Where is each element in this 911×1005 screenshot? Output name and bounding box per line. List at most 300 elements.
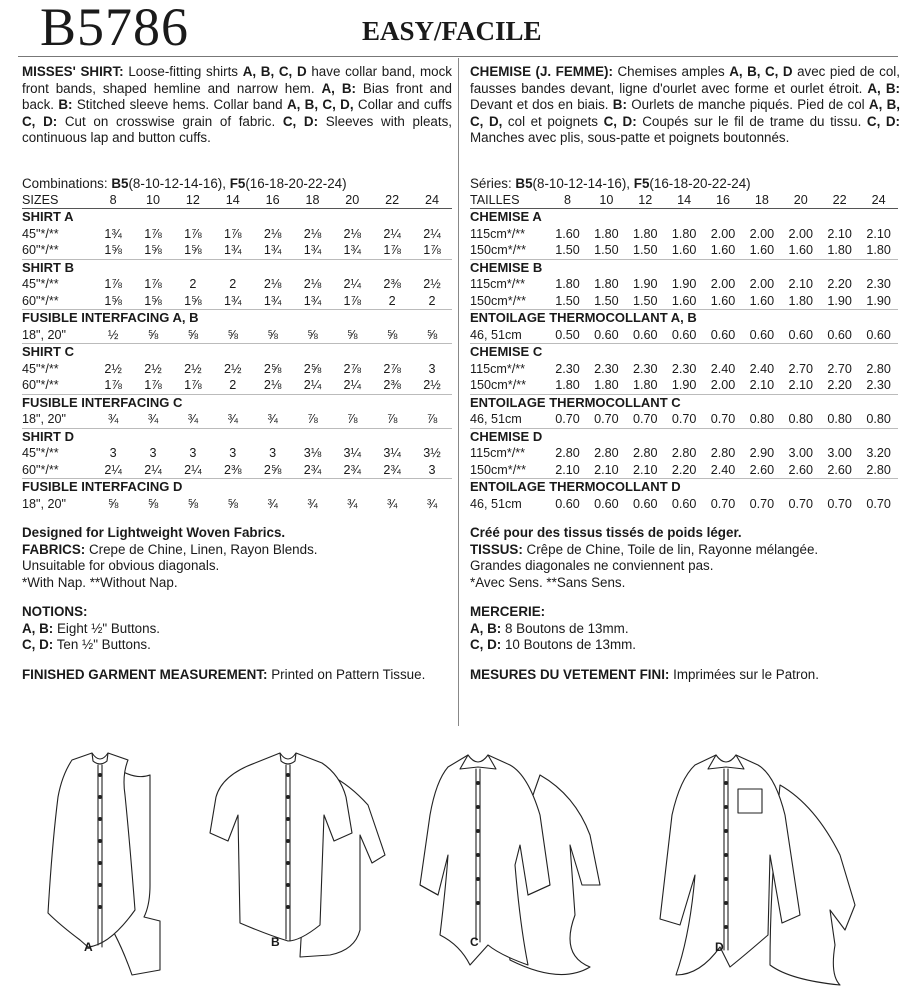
yardage-cell: 2.10 [866, 226, 891, 241]
text-run: Cut on crosswise grain of fabric. [57, 113, 283, 129]
group-title: FUSIBLE INTERFACING C [22, 394, 452, 411]
yardage-cell: 2.20 [827, 277, 852, 291]
group-header-row [470, 209, 898, 226]
yardage-row [470, 242, 898, 259]
yardage-cell: 2 [229, 277, 237, 291]
yardage-cell: 1.50 [632, 243, 658, 257]
yardage-cell: 1¾ [104, 226, 122, 241]
yardage-row [22, 377, 452, 394]
yardage-cell: 3 [109, 446, 117, 460]
fabric-width: 60"*/** [22, 293, 59, 308]
yardage-cell: 2½ [423, 277, 441, 291]
yardage-cell: 0.70 [671, 412, 697, 426]
yardage-cell: 2½ [223, 361, 242, 376]
yardage-cell: ⅝ [147, 327, 159, 342]
unsuitable-note: Grandes diagonales ne conviennent pas. [470, 558, 714, 573]
yardage-cell: 1.60 [710, 293, 736, 308]
yardage-cell: 2.10 [827, 226, 852, 241]
yardage-cell: ⅞ [426, 412, 438, 426]
description [470, 64, 900, 147]
yardage-row [22, 276, 452, 293]
text-run: Loose-fitting shirts [123, 64, 243, 79]
finished-measurement [22, 667, 452, 684]
yardage-cell: 2.10 [632, 462, 658, 477]
yardage-cell: 2.80 [594, 446, 619, 460]
yardage-cell: 0.60 [671, 327, 697, 342]
size-header: 22 [820, 192, 859, 209]
yardage-cell: 2.20 [827, 378, 852, 392]
text-run: (16-18-20-22-24) [649, 175, 751, 191]
size-header: 18 [293, 192, 333, 209]
group-title: CHEMISE B [470, 259, 898, 276]
yardage-cell: 2¼ [423, 226, 441, 241]
group-title: FUSIBLE INTERFACING A, B [22, 310, 452, 327]
group-header-row [470, 428, 898, 445]
yardage-cell: 1.50 [594, 293, 619, 308]
yardage-cell: ¾ [267, 412, 278, 426]
text-run: col et poignets [502, 113, 604, 129]
bold-run: C, D: [603, 113, 637, 129]
fabric-width: 150cm*/** [470, 293, 527, 308]
bold-run: B5 [515, 175, 533, 191]
yardage-cell: 2.80 [866, 361, 891, 376]
yardage-cell: ⅝ [347, 327, 358, 342]
yardage-cell: 1.80 [555, 378, 580, 392]
yardage-row [22, 411, 452, 428]
difficulty-label: EASY/FACILE [362, 16, 542, 46]
group-title: CHEMISE A [470, 209, 898, 226]
text-run: avec pied de col, fausses bandes devant, ligne d'ourlet avec forme et ourlet étroit. [470, 64, 900, 96]
yardage-cell: 2.10 [594, 462, 619, 477]
fabrics-value: Crêpe de Chine, Toile de lin, Rayonne mélangée. [522, 541, 819, 557]
view-c-drawing [420, 755, 600, 975]
group-title: SHIRT A [22, 209, 452, 226]
yardage-cell: 2.80 [866, 462, 891, 477]
view-b-drawing [210, 753, 385, 957]
yardage-cell: ⅝ [386, 327, 398, 342]
combinations-label: Combinations: [22, 175, 112, 191]
yardage-cell: 1⅝ [104, 293, 122, 308]
yardage-cell: 3¼ [343, 446, 362, 460]
text-run: Manches avec plis, sous-patte et poignets boutonnés. [470, 130, 790, 145]
yardage-cell: 2¾ [303, 462, 322, 477]
text-run: Ourlets de manche piqués. Pied de col [626, 97, 869, 112]
size-header: 12 [626, 192, 665, 209]
fabric-width: 46, 51cm [470, 327, 522, 342]
designed-for: Designed for Lightweight Woven Fabrics. [22, 525, 286, 540]
yardage-cell: ⅞ [386, 412, 398, 426]
yardage-cell: ⅝ [227, 496, 238, 511]
yardage-cell: 2 [388, 293, 396, 308]
english-column [22, 64, 452, 683]
yardage-table [22, 192, 452, 513]
size-header: 20 [332, 192, 372, 209]
yardage-cell: 1.60 [671, 243, 697, 257]
yardage-row [22, 226, 452, 243]
yardage-cell: 3¼ [383, 446, 401, 460]
yardage-cell: ⅞ [347, 412, 358, 426]
yardage-cell: 2.00 [788, 226, 814, 241]
group-header-row [22, 479, 452, 496]
group-title: SHIRT D [22, 428, 452, 445]
yardage-cell: 2.30 [594, 361, 619, 376]
notion-text: 8 Boutons de 13mm. [501, 620, 629, 636]
fabric-width: 18", 20" [22, 496, 66, 511]
notion-item [22, 637, 452, 654]
yardage-cell: 1¾ [263, 293, 282, 308]
yardage-cell: 3.20 [866, 446, 891, 460]
text-run: Devant et dos en biais. [470, 97, 613, 112]
notions-label: MERCERIE: [470, 604, 546, 619]
fabric-width: 46, 51cm [470, 412, 522, 426]
notions [470, 604, 900, 654]
fabrics-label: FABRICS: [22, 541, 86, 557]
group-header-row [470, 259, 898, 276]
combinations-value [515, 176, 750, 191]
yardage-row [470, 377, 898, 394]
fabric-width: 45"*/** [22, 226, 59, 241]
yardage-cell: 2⅛ [303, 226, 322, 241]
fabric-width: 150cm*/** [470, 378, 527, 392]
yardage-cell: 1.90 [866, 293, 891, 308]
yardage-cell: 1⅝ [184, 293, 202, 308]
fabrics-value: Crepe de Chine, Linen, Rayon Blends. [85, 541, 318, 557]
yardage-cell: 2.10 [749, 378, 775, 392]
yardage-cell: 2⅝ [263, 361, 282, 376]
fabric-info [22, 525, 452, 591]
yardage-cell: 1.80 [594, 226, 619, 241]
fabric-width: 60"*/** [22, 243, 59, 257]
group-header-row [22, 394, 452, 411]
yardage-cell: 1¾ [303, 243, 322, 257]
yardage-cell: 2 [189, 277, 197, 291]
size-header: 10 [587, 192, 626, 209]
yardage-cell: 2⅜ [223, 462, 242, 477]
column-divider [458, 58, 459, 726]
yardage-cell: 2.00 [710, 277, 736, 291]
yardage-cell: 2.40 [710, 361, 736, 376]
view-label-c: C [470, 935, 479, 949]
combinations-label: Séries: [470, 175, 516, 191]
yardage-cell: 2 [428, 293, 436, 308]
yardage-cell: 1.50 [555, 293, 580, 308]
yardage-cell: 3 [428, 462, 436, 477]
finished-value: Printed on Pattern Tissue. [267, 666, 426, 682]
yardage-row [470, 361, 898, 378]
yardage-cell: 0.60 [788, 327, 814, 342]
yardage-row [470, 462, 898, 479]
group-header-row [22, 310, 452, 327]
yardage-row [470, 293, 898, 310]
bold-run: B5 [111, 175, 129, 191]
size-header: 16 [253, 192, 293, 209]
bold-run: A, B: [321, 80, 356, 96]
yardage-cell: 1⅞ [383, 243, 401, 257]
bold-run: B: [612, 97, 627, 112]
yardage-cell: 0.50 [555, 327, 580, 342]
yardage-cell: 2¼ [104, 462, 122, 477]
yardage-cell: 2.70 [788, 361, 814, 376]
yardage-cell: ¾ [187, 412, 199, 426]
yardage-cell: 2.30 [866, 378, 891, 392]
yardage-cell: 1.90 [632, 277, 658, 291]
yardage-cell: 0.70 [555, 412, 580, 426]
yardage-cell: ½ [107, 327, 119, 342]
size-header: 24 [859, 192, 898, 209]
size-header: 12 [173, 192, 213, 209]
yardage-cell: 2.60 [749, 462, 775, 477]
yardage-cell: 1.80 [827, 243, 852, 257]
nap-note: *Avec Sens. **Sans Sens. [470, 574, 626, 590]
yardage-cell: ⅝ [267, 327, 278, 342]
yardage-cell: 0.80 [788, 412, 814, 426]
yardage-cell: 3 [229, 446, 237, 460]
yardage-cell: 2¼ [144, 462, 162, 477]
yardage-table [470, 192, 898, 513]
yardage-cell: 1⅝ [104, 243, 122, 257]
notion-views: C, D: [22, 637, 54, 652]
yardage-cell: 1⅞ [343, 293, 362, 308]
yardage-cell: 1⅞ [184, 378, 202, 392]
yardage-cell: 1⅞ [144, 378, 162, 392]
yardage-cell: 1.80 [632, 226, 658, 241]
yardage-cell: 2¼ [184, 462, 202, 477]
yardage-cell: ¾ [227, 412, 238, 426]
yardage-cell: 1.90 [671, 277, 697, 291]
yardage-cell: ⅞ [307, 412, 318, 426]
notion-text: Ten ½" Buttons. [53, 637, 151, 652]
group-header-row [470, 394, 898, 411]
group-header-row [470, 310, 898, 327]
pattern-number: B5786 [40, 0, 190, 57]
yardage-cell: 2.60 [788, 462, 814, 477]
sizes-label: SIZES [22, 192, 93, 209]
yardage-cell: 1⅞ [184, 226, 202, 241]
yardage-cell: 0.60 [827, 327, 852, 342]
yardage-cell: 0.70 [827, 496, 852, 511]
fabric-width: 46, 51cm [470, 496, 522, 511]
yardage-cell: 0.80 [749, 412, 775, 426]
garment-line-art [0, 735, 911, 1000]
yardage-cell: 0.70 [866, 496, 891, 511]
yardage-cell: 2.00 [749, 226, 775, 241]
group-title: ENTOILAGE THERMOCOLLANT D [470, 479, 898, 496]
notions-label: NOTIONS: [22, 604, 88, 619]
yardage-row [22, 462, 452, 479]
group-header-row [22, 209, 452, 226]
yardage-cell: 0.70 [788, 496, 814, 511]
notion-views: C, D: [470, 637, 502, 652]
yardage-cell: 1.60 [749, 293, 775, 308]
text-run: Collar and cuffs [353, 97, 452, 112]
yardage-cell: 2.10 [788, 378, 814, 392]
yardage-row [470, 496, 898, 513]
yardage-row [22, 361, 452, 378]
yardage-cell: 1⅝ [144, 243, 162, 257]
yardage-cell: 3.00 [827, 446, 852, 460]
description-title: CHEMISE (J. FEMME): [470, 64, 613, 79]
yardage-cell: ¾ [426, 496, 438, 511]
yardage-cell: 2.40 [749, 361, 775, 376]
yardage-cell: 1⅞ [144, 226, 162, 241]
description [22, 64, 452, 147]
bold-run: A, B, C, D, [286, 97, 354, 112]
text-run: (16-18-20-22-24) [245, 175, 347, 191]
size-header: 22 [372, 192, 412, 209]
yardage-cell: 2⅛ [303, 277, 322, 291]
sizes-row [22, 192, 452, 209]
yardage-cell: 2⅜ [383, 378, 401, 392]
yardage-cell: 2⅜ [383, 277, 401, 291]
finished-label: FINISHED GARMENT MEASUREMENT: [22, 666, 268, 682]
yardage-cell: 2¼ [343, 277, 362, 291]
yardage-cell: 0.60 [866, 327, 891, 342]
yardage-row [22, 242, 452, 259]
yardage-cell: 1⅞ [104, 277, 122, 291]
group-header-row [22, 344, 452, 361]
yardage-cell: 1¾ [223, 293, 242, 308]
combinations-value [111, 176, 346, 191]
combinations [22, 176, 452, 192]
yardage-cell: ⅝ [187, 496, 199, 511]
yardage-cell: ⅝ [107, 496, 119, 511]
size-header: 24 [412, 192, 452, 209]
yardage-cell: 2⅞ [383, 361, 401, 376]
notion-item [470, 637, 900, 654]
yardage-cell: 2.30 [671, 361, 697, 376]
yardage-row [470, 226, 898, 243]
yardage-row [22, 327, 452, 344]
yardage-cell: 2.30 [555, 361, 580, 376]
size-header: 16 [704, 192, 743, 209]
yardage-cell: 2⅛ [263, 378, 282, 392]
yardage-cell: 3 [189, 446, 197, 460]
size-header: 8 [548, 192, 587, 209]
nap-note: *With Nap. **Without Nap. [22, 574, 178, 590]
notions-list [22, 621, 452, 654]
text-run: Bias front and back. [22, 80, 452, 112]
yardage-cell: 0.60 [594, 496, 619, 511]
fabric-width: 115cm*/** [470, 277, 526, 291]
yardage-cell: ⅝ [426, 327, 438, 342]
size-header: 14 [213, 192, 253, 209]
group-header-row [470, 344, 898, 361]
yardage-cell: 1.60 [671, 293, 697, 308]
yardage-cell: 1.50 [594, 243, 619, 257]
yardage-cell: 2 [229, 378, 237, 392]
yardage-cell: 2.30 [632, 361, 658, 376]
yardage-cell: 0.70 [594, 412, 619, 426]
notion-text: 10 Boutons de 13mm. [501, 637, 636, 652]
yardage-cell: 2.40 [710, 462, 736, 477]
fabric-width: 60"*/** [22, 462, 59, 477]
yardage-cell: 1.80 [671, 226, 697, 241]
yardage-cell: 2¼ [383, 226, 401, 241]
yardage-cell: 3 [428, 361, 436, 376]
notion-views: A, B: [22, 620, 54, 636]
yardage-cell: 1⅞ [423, 243, 441, 257]
view-label-b: B [271, 935, 280, 949]
yardage-cell: 0.80 [866, 412, 891, 426]
yardage-cell: 2.10 [555, 462, 580, 477]
yardage-cell: 2.70 [827, 361, 852, 376]
yardage-cell: 0.60 [749, 327, 775, 342]
yardage-cell: 0.60 [632, 327, 658, 342]
yardage-cell: ⅝ [187, 327, 199, 342]
fabric-width: 45"*/** [22, 277, 59, 291]
fabric-width: 150cm*/** [470, 243, 527, 257]
text-run: have collar band, mock front bands, shaped hemline and narrow hem. [22, 64, 453, 96]
yardage-row [470, 445, 898, 462]
bold-run: C, D: [22, 113, 58, 129]
yardage-cell: ¾ [107, 412, 119, 426]
header-divider [18, 56, 898, 57]
size-header: 10 [133, 192, 173, 209]
notion-item [22, 621, 452, 638]
header [0, 0, 911, 64]
yardage-cell: 1.60 [788, 243, 814, 257]
group-header-row [22, 259, 452, 276]
yardage-row [22, 445, 452, 462]
yardage-row [470, 327, 898, 344]
bold-run: A, B: [867, 80, 900, 96]
finished-label: MESURES DU VETEMENT FINI: [470, 666, 670, 682]
fabric-width: 60"*/** [22, 378, 59, 392]
notion-views: A, B: [470, 620, 502, 636]
fabric-width: 18", 20" [22, 327, 66, 342]
yardage-cell: 1.50 [555, 243, 580, 257]
yardage-cell: 2.80 [710, 446, 736, 460]
yardage-cell: 2.00 [710, 378, 736, 392]
yardage-cell: ⅝ [227, 327, 238, 342]
description-title: MISSES' SHIRT: [22, 64, 124, 79]
yardage-cell: 2¼ [303, 378, 322, 392]
yardage-cell: 1¾ [303, 293, 322, 308]
group-title: SHIRT B [22, 259, 452, 276]
yardage-row [22, 496, 452, 513]
yardage-cell: 1.60 [749, 243, 775, 257]
group-title: CHEMISE C [470, 344, 898, 361]
bold-run: F5 [633, 175, 650, 191]
yardage-cell: 1.80 [788, 293, 814, 308]
bold-run: C, D: [866, 113, 900, 129]
yardage-cell: 2⅝ [263, 462, 282, 477]
yardage-cell: 0.70 [749, 496, 775, 511]
yardage-cell: 3½ [423, 446, 441, 460]
yardage-cell: 2.30 [866, 277, 891, 291]
text-run: Stitched sleeve hems. Collar band [72, 97, 287, 112]
yardage-row [470, 411, 898, 428]
yardage-row [470, 276, 898, 293]
yardage-cell: 1.50 [632, 293, 658, 308]
size-header: 14 [665, 192, 704, 209]
yardage-cell: ⅝ [147, 496, 159, 511]
yardage-cell: 2.80 [671, 446, 697, 460]
yardage-cell: 2½ [184, 361, 202, 376]
group-title: ENTOILAGE THERMOCOLLANT C [470, 394, 898, 411]
yardage-cell: 2¾ [383, 462, 401, 477]
size-header: 18 [742, 192, 781, 209]
group-title: SHIRT C [22, 344, 452, 361]
yardage-row [22, 293, 452, 310]
yardage-cell: 1⅝ [184, 243, 202, 257]
bold-run: A, B, C, D [729, 64, 793, 79]
yardage-cell: 2½ [423, 378, 441, 392]
bold-run: A, B, C, D, [470, 97, 900, 129]
yardage-cell: 0.60 [555, 496, 580, 511]
yardage-cell: 2.10 [788, 277, 814, 291]
yardage-cell: 0.70 [710, 412, 736, 426]
